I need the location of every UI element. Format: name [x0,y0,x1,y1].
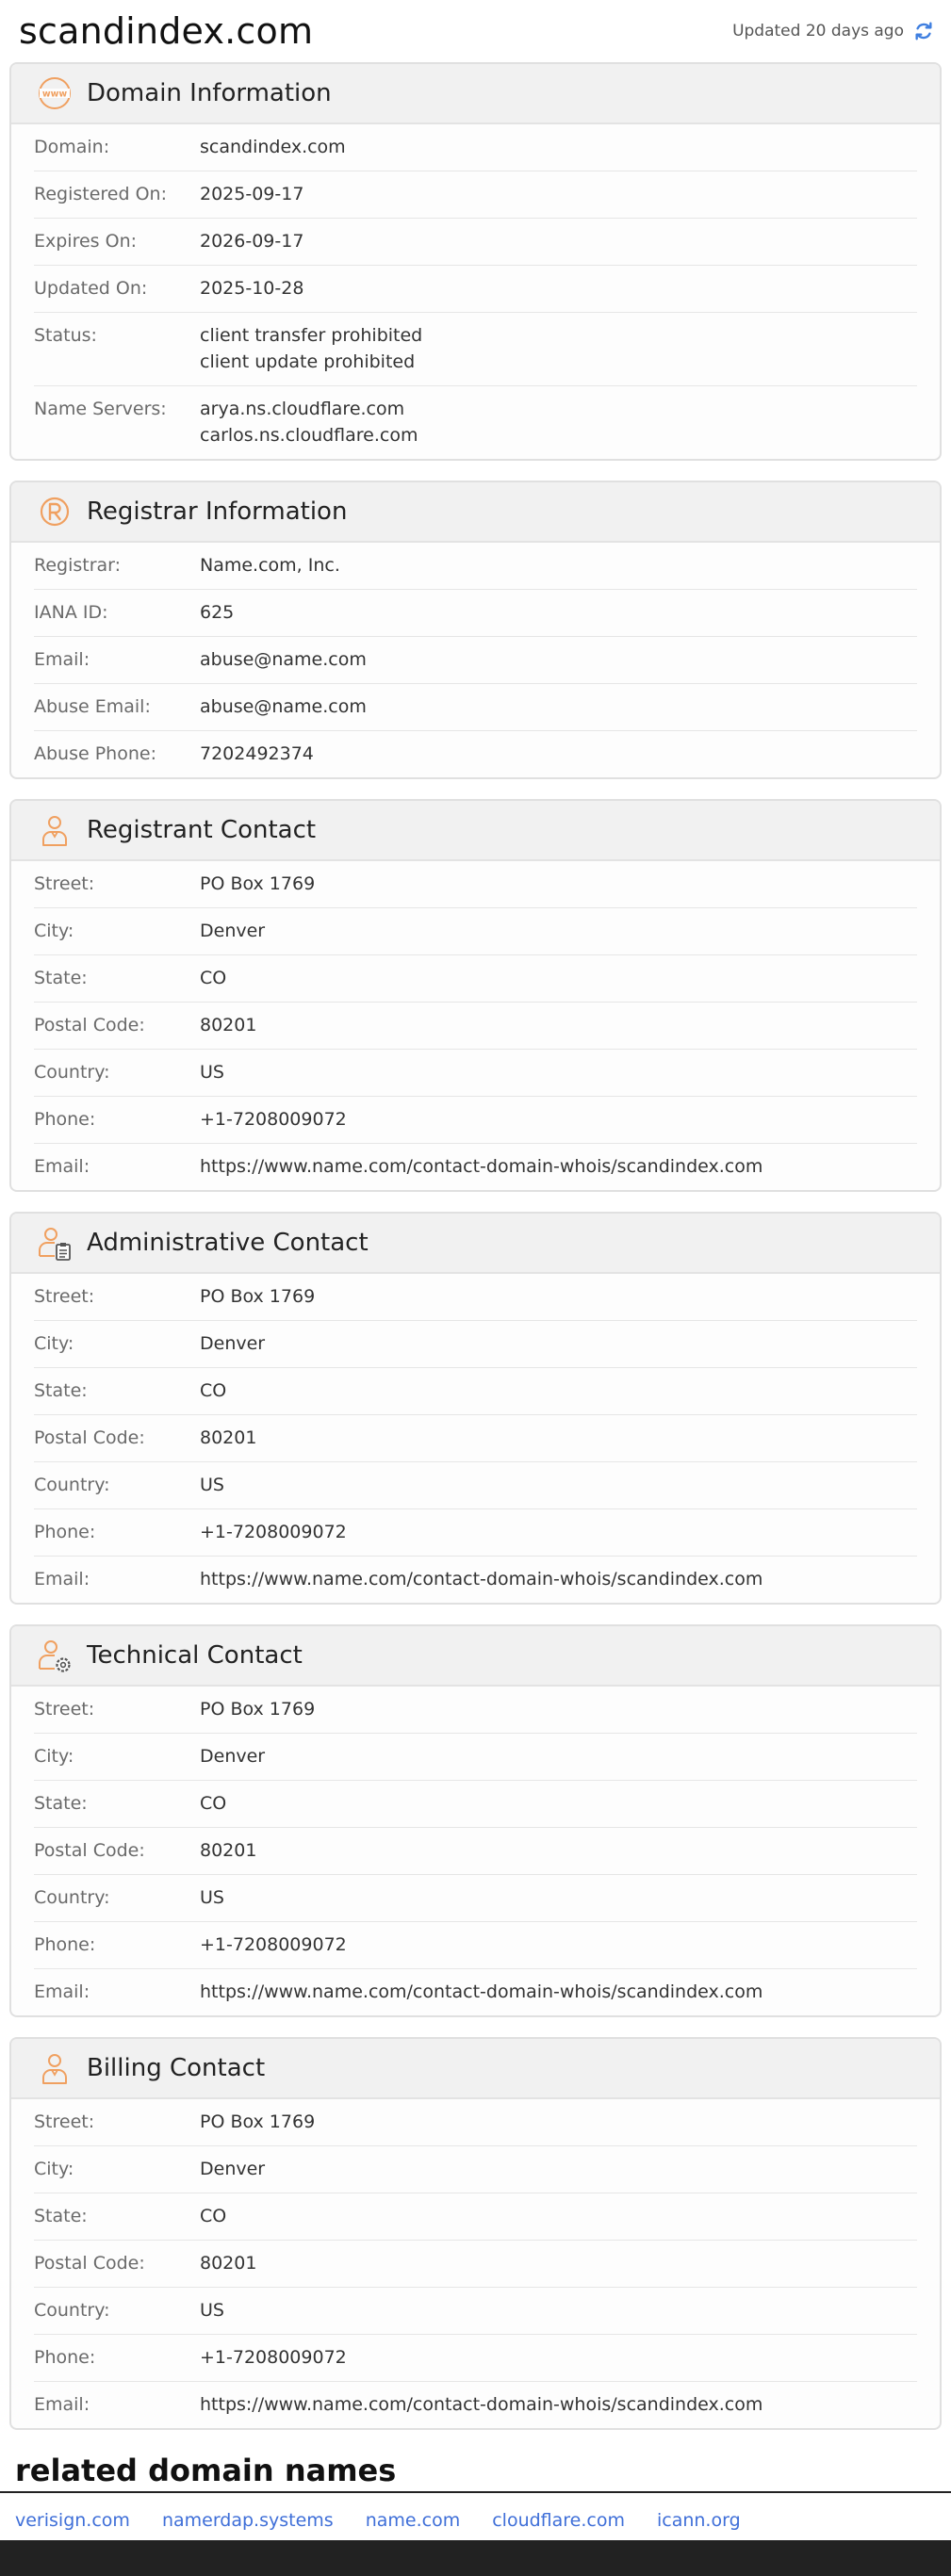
field-label: Status: [34,325,97,346]
field-value [200,1378,226,1404]
field-value [200,871,315,897]
refresh-icon[interactable] [913,21,934,41]
field-value [200,134,346,160]
field-value [200,322,422,375]
card-title: Administrative Contact [87,1229,369,1257]
field-label: Registered On: [34,184,167,204]
info-row [34,1509,917,1557]
billing-contact-card [9,2037,942,2430]
info-row [34,590,917,637]
info-row [34,1687,917,1734]
field-value [200,2203,226,2229]
field-value [200,918,265,944]
related-link-cloudflare[interactable]: cloudflare.com [492,2510,625,2531]
related-domains-title: related domain names [15,2453,397,2488]
field-value [200,693,367,720]
field-value-line: +1-7208009072 [200,1934,347,1955]
field-value-line: US [200,1475,224,1495]
field-value-line: +1-7208009072 [200,2347,347,2368]
card-header [11,2039,940,2099]
field-value-line: 2026-09-17 [200,231,304,252]
field-value-line: +1-7208009072 [200,1522,347,1542]
field-value [200,1790,226,1817]
field-value-line: US [200,1062,224,1083]
field-value-line: 2025-10-28 [200,278,304,299]
person-clipboard-icon [36,1224,74,1262]
field-label: State: [34,2206,88,2226]
related-link-name-com[interactable]: name.com [365,2510,461,2531]
card-header [11,64,940,124]
card-header [11,1626,940,1687]
field-value [200,396,418,448]
field-value-line: 80201 [200,1015,257,1035]
person-icon [36,811,74,849]
field-label: Street: [34,873,95,894]
field-value-line: US [200,2300,224,2321]
field-value-line: 80201 [200,1840,257,1861]
info-row [34,2382,917,2428]
field-value [200,1743,265,1769]
info-row [34,219,917,266]
top-bar [9,0,942,62]
field-value [200,1696,315,1722]
field-value-line: PO Box 1769 [200,1286,316,1307]
field-label: City: [34,1746,74,1767]
field-value-line: Name.com, Inc. [200,555,340,576]
info-rows [11,1687,940,2015]
info-row [34,1969,917,2015]
info-row [34,1003,917,1050]
info-row [34,684,917,731]
field-value-line: 7202492374 [200,743,314,764]
field-value-line: client transfer prohibited [200,325,423,346]
field-value-line: 2025-09-17 [200,184,304,204]
field-label: Updated On: [34,278,148,299]
field-label: Postal Code: [34,1015,145,1035]
info-row [34,637,917,684]
field-value-line: scandindex.com [200,137,346,157]
card-title: Technical Contact [87,1641,303,1670]
field-value [200,1884,224,1911]
field-value-line: 625 [200,602,235,623]
info-row [34,1557,917,1603]
info-row [34,2241,917,2288]
info-rows [11,2099,940,2428]
info-row [34,2146,917,2193]
info-row [34,1321,917,1368]
field-label: Registrar: [34,555,122,576]
field-label: Email: [34,1981,90,2002]
info-row [34,1875,917,1922]
field-value [200,1425,256,1451]
field-label: Email: [34,1156,90,1177]
registered-icon [36,493,74,530]
field-label: Name Servers: [34,399,167,419]
field-value [200,1979,762,2005]
field-value-line: 80201 [200,2253,257,2274]
field-label: Phone: [34,1934,96,1955]
info-row [34,1734,917,1781]
field-value-line: PO Box 1769 [200,873,316,894]
related-link-verisign[interactable]: verisign.com [15,2510,130,2531]
domain-information-card [9,62,942,461]
related-domains-list [9,2493,942,2531]
field-label: Domain: [34,137,110,157]
field-value [200,599,234,626]
registrant-contact-card [9,799,942,1192]
www-icon [36,74,74,112]
field-label: Email: [34,649,90,670]
field-value [200,1837,256,1864]
related-link-icann[interactable]: icann.org [656,2510,741,2531]
field-value-line: carlos.ns.cloudflare.com [200,425,418,446]
field-label: Abuse Email: [34,696,151,717]
updated-status [732,21,934,41]
field-value [200,1330,265,1357]
field-label: City: [34,1333,74,1354]
field-label: Country: [34,1475,110,1495]
field-value-line: https://www.name.com/contact-domain-whois/scandindex.com [200,1569,763,1590]
info-row [34,313,917,386]
field-value [200,1153,762,1180]
field-value [200,1283,315,1310]
field-label: Abuse Phone: [34,743,156,764]
svg-text:www: www [41,89,68,100]
field-label: Country: [34,2300,110,2321]
info-row [34,1781,917,1828]
info-row [34,731,917,777]
field-value [200,2297,224,2323]
field-value [200,1932,347,1958]
info-row [34,908,917,955]
updated-text: Updated 20 days ago [732,22,904,41]
field-value-line: arya.ns.cloudflare.com [200,399,405,419]
field-value [200,1059,224,1085]
field-value-line: Denver [200,921,266,941]
field-value-line: CO [200,968,227,988]
field-label: Phone: [34,1109,96,1130]
field-label: Street: [34,1286,95,1307]
field-label: State: [34,968,88,988]
field-value-line: PO Box 1769 [200,1699,316,1720]
field-value-line: US [200,1887,224,1908]
info-row [34,543,917,590]
info-row [34,861,917,908]
field-value [200,2109,315,2135]
info-row [34,1462,917,1509]
info-row [34,266,917,313]
field-value [200,275,303,302]
field-value-line: https://www.name.com/contact-domain-whois/scandindex.com [200,1156,763,1177]
footer [0,2540,951,2576]
technical-contact-card [9,1624,942,2017]
info-row [34,171,917,219]
site-title: scandindex.com [19,10,314,52]
info-row [34,1144,917,1190]
field-value-line: CO [200,1380,227,1401]
field-value [200,1519,347,1545]
field-value-line: client update prohibited [200,351,416,372]
administrative-contact-card [9,1212,942,1605]
field-value [200,1566,762,1592]
field-value [200,2156,265,2182]
field-label: Country: [34,1887,110,1908]
info-row [34,1368,917,1415]
field-value [200,965,226,991]
field-value [200,646,367,673]
field-value [200,2250,256,2276]
info-row [34,2099,917,2146]
field-value-line: https://www.name.com/contact-domain-whois/scandindex.com [200,1981,763,2002]
field-value-line: https://www.name.com/contact-domain-whois/scandindex.com [200,2394,763,2415]
field-value-line: PO Box 1769 [200,2111,316,2132]
field-value [200,1472,224,1498]
field-label: Phone: [34,1522,96,1542]
info-row [34,124,917,171]
field-label: City: [34,921,74,941]
card-title: Domain Information [87,79,332,107]
related-link-namerdap[interactable]: namerdap.systems [161,2510,334,2531]
person-icon [36,2049,74,2087]
info-row [34,1415,917,1462]
info-row [34,955,917,1003]
info-row [34,1050,917,1097]
info-row [34,1828,917,1875]
field-value [200,1106,347,1133]
info-rows [11,124,940,459]
field-label: Country: [34,1062,110,1083]
field-value-line: Denver [200,2159,266,2179]
field-value-line: +1-7208009072 [200,1109,347,1130]
info-row [34,2193,917,2241]
field-label: IANA ID: [34,602,108,623]
field-value-line: Denver [200,1333,266,1354]
field-value-line: abuse@name.com [200,696,367,717]
registrar-information-card [9,481,942,779]
info-row [34,1274,917,1321]
info-rows [11,1274,940,1603]
info-rows [11,861,940,1190]
field-label: City: [34,2159,74,2179]
field-value-line: Denver [200,1746,266,1767]
card-title: Registrar Information [87,497,348,526]
card-header [11,1214,940,1274]
field-value [200,741,314,767]
field-value [200,2344,347,2371]
field-label: Expires On: [34,231,138,252]
field-label: Postal Code: [34,1840,145,1861]
field-label: Email: [34,1569,90,1590]
field-value [200,181,303,207]
card-header [11,482,940,543]
field-label: Street: [34,2111,95,2132]
field-value [200,228,303,254]
card-title: Registrant Contact [87,816,317,844]
info-row [34,386,917,459]
field-value [200,2391,762,2418]
info-row [34,2335,917,2382]
field-label: Email: [34,2394,90,2415]
field-label: Postal Code: [34,2253,145,2274]
field-value-line: 80201 [200,1427,257,1448]
field-label: Phone: [34,2347,96,2368]
field-label: Postal Code: [34,1427,145,1448]
field-value-line: CO [200,2206,227,2226]
info-row [34,1097,917,1144]
field-value-line: CO [200,1793,227,1814]
field-value [200,552,340,579]
field-label: State: [34,1380,88,1401]
field-value-line: abuse@name.com [200,649,367,670]
field-label: State: [34,1793,88,1814]
card-title: Billing Contact [87,2054,266,2082]
info-rows [11,543,940,777]
person-gear-icon [36,1637,74,1674]
field-label: Street: [34,1699,95,1720]
field-value [200,1012,256,1038]
info-row [34,1922,917,1969]
card-header [11,801,940,861]
info-row [34,2288,917,2335]
